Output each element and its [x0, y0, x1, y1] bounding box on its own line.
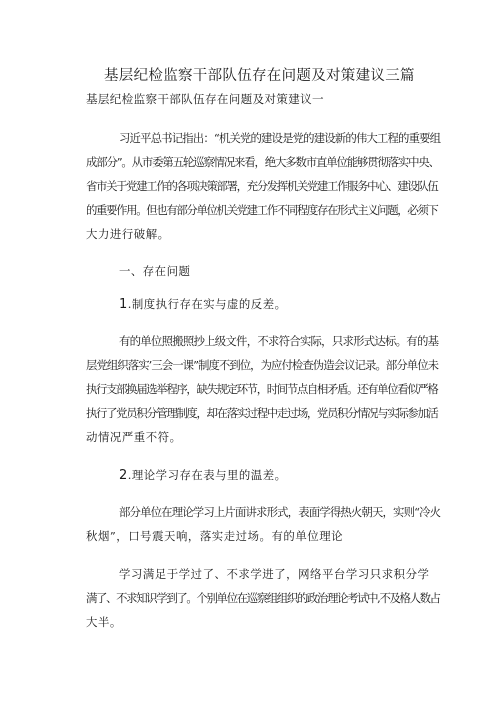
paragraph-line: 执行支部换届选举程序，缺失规定环节，时间节点自相矛盾。还有单位看似严格 [86, 382, 438, 396]
paragraph-line: 动情况严重不符。 [86, 430, 182, 444]
intro-line: 习近平总书记指出：“机关党的建设是党的建设新的伟大工程的重要组 [119, 131, 441, 145]
point-number: 1 [119, 297, 128, 312]
paragraph-line: 学习满足于学过了、不求学进了，网络平台学习只求积分学 [119, 567, 430, 581]
document-title: 基层纪检监察干部队伍存在问题及对策建议三篇 [104, 68, 415, 84]
point-heading [119, 467, 286, 483]
intro-line: 大力进行破解。 [86, 227, 170, 241]
document-subtitle: 基层纪检监察干部队伍存在问题及对策建议一 [86, 92, 324, 106]
paragraph-line: 层党组织落实’三会一课”制度不到位，为应付检查伪造会议记录。部分单位未 [86, 358, 439, 372]
intro-line: 的重要作用。但也有部分单位机关党建工作不同程度存在形式主义问题，必须下 [86, 203, 438, 217]
paragraph-line: 满了、不求知识学到了。个别单位在巡察组组织的政治理论考试中,不及格人数占 [86, 591, 440, 605]
paragraph-line: 秋烟”，口号震天响，落实走过场。有的单位理论 [86, 529, 344, 543]
paragraph-line: 部分单位在理论学习上片面讲求形式，表面学得热火朝天，实则“冷火 [119, 505, 441, 519]
intro-line: 省市关于党建工作的各项决策部署，充分发挥机关党建工作服务中心、建设队伍 [86, 179, 438, 193]
paragraph-line: 大半。 [86, 615, 122, 629]
paragraph-line: 有的单位照搬照抄上级文件，不求符合实际，只求形式达标。有的基 [119, 334, 439, 348]
point-heading-text: .制度执行存在实与虚的反差。 [127, 297, 287, 311]
point-number: 2 [119, 468, 128, 483]
point-heading-text: .理论学习存在表与里的温差。 [127, 468, 287, 482]
point-heading [119, 296, 286, 312]
section-heading: 一、存在问题 [119, 264, 191, 278]
intro-line: 成部分”。从市委第五轮巡察情况来看，绝大多数市直单位能够贯彻落实中央、 [86, 155, 439, 169]
paragraph-line: 执行了党员积分管理制度，却在落实过程中走过场，党员积分情况与实际参加活 [86, 406, 438, 420]
